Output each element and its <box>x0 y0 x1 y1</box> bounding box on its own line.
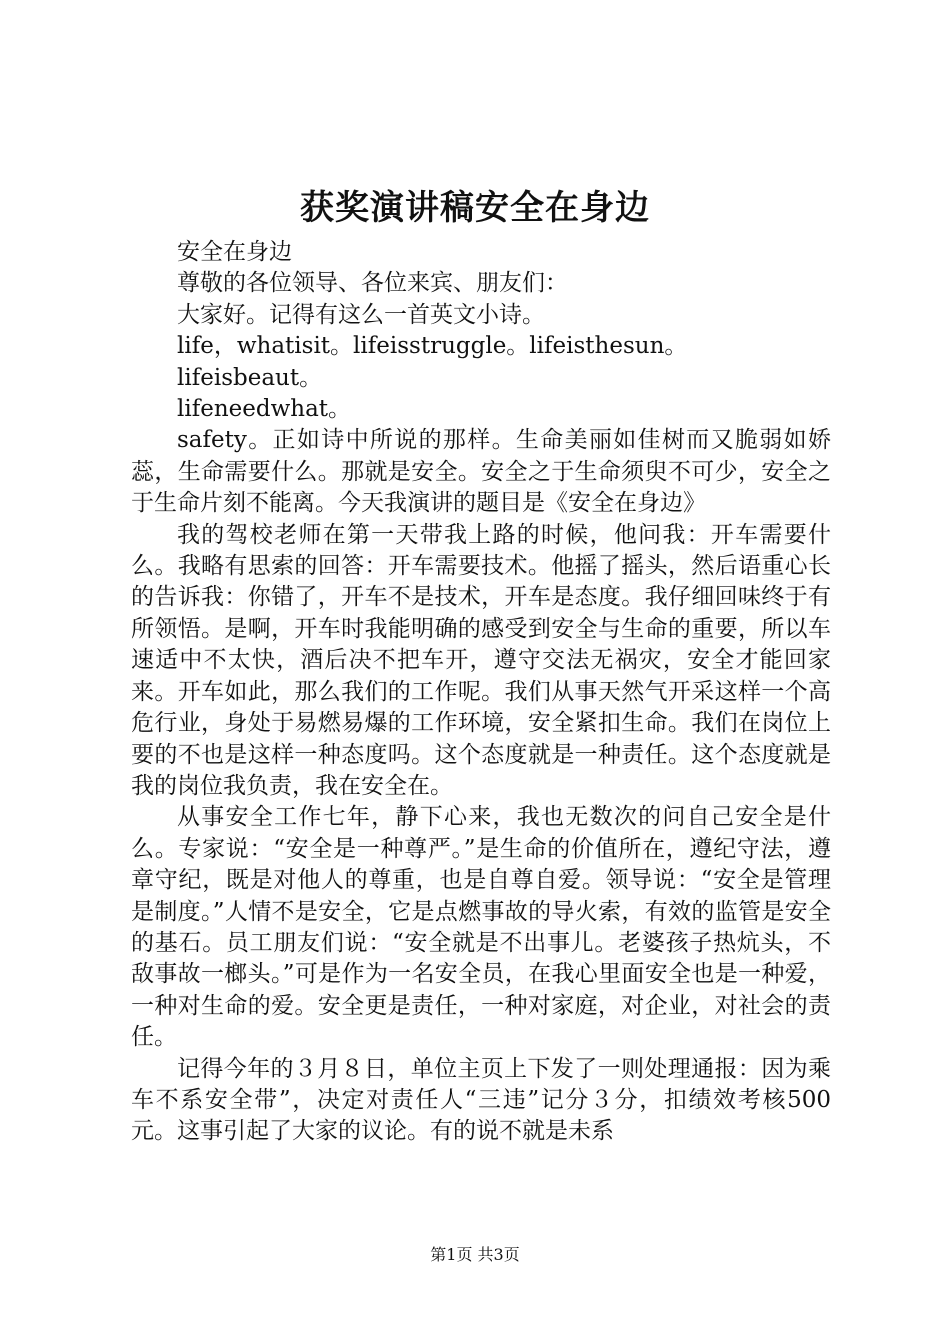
paragraph-heading: 安全在身边 <box>177 239 292 265</box>
paragraph-driving-school: 我的驾校老师在第一天带我上路的时候，他问我：开车需要什么。我略有思索的回答：开车需要技术。他摇了摇头，然后语重心长的告诉我：你错了，开车不是技术，开车是态度。我仔细回味终于有所领悟。是啊，开车时我能明确的感受到安全与生命的重要，所以车速适中不太快，酒后决不把车开，遵守交法无祸灾，安全才能回家来。开车如此，那么我们的工作呢。我们从事天然气开采这样一个高危行业，身处于易燃易爆的工作环境，安全紧扣生命。我们在岗位上要的不也是这样一种态度吗。这个态度就是一种责任。这个态度就是我的岗位我负责，我在安全在。 <box>131 521 831 799</box>
paragraph-march-notice: 记得今年的３月８日，单位主页上下发了一则处理通报：因为乘车不系安全带”，决定对责任人“三违”记分３分，扣绩效考核500元。这事引起了大家的议论。有的说不就是未系 <box>131 1055 831 1145</box>
paragraph-poem-line-2: lifeisbeaut。 <box>177 364 323 391</box>
paragraph-safety-work: 从事安全工作七年，静下心来，我也无数次的问自己安全是什么。专家说：“安全是一种尊严。”是生命的价值所在，遵纪守法，遵章守纪，既是对他人的尊重，也是自尊自爱。领导说：“安全是管理是制度。”人情不是安全，它是点燃事故的导火索，有效的监管是安全的基石。员工朋友们说：“安全就是不出事儿。老婆孩子热炕头，不敌事故一榔头。”可是作为一名安全员，在我心里面安全也是一种爱，一种对生命的爱。安全更是责任，一种对家庭，对企业，对社会的责任。 <box>131 804 831 1051</box>
paragraph-salutation: 尊敬的各位领导、各位来宾、朋友们： <box>177 270 568 297</box>
paragraph-safety-intro: safety。正如诗中所说的那样。生命美丽如佳树而又脆弱如娇蕊，生命需要什么。那就是安全。安全之于生命须臾不可少，安全之于生命片刻不能离。今天我演讲的题目是《安全在身边》 <box>131 427 831 517</box>
paragraph-poem-line-1: life，whatisit。lifeisstruggle。lifeisthesun。 <box>177 333 688 360</box>
document-title: 获奖演讲稿安全在身边 <box>300 188 650 228</box>
paragraph-greeting: 大家好。记得有这么一首英文小诗。 <box>177 301 545 328</box>
document-body <box>131 237 831 1148</box>
paragraph-poem-line-3: lifeneedwhat。 <box>177 396 352 423</box>
page-number-footer: 第1页 共3页 <box>430 1245 520 1264</box>
